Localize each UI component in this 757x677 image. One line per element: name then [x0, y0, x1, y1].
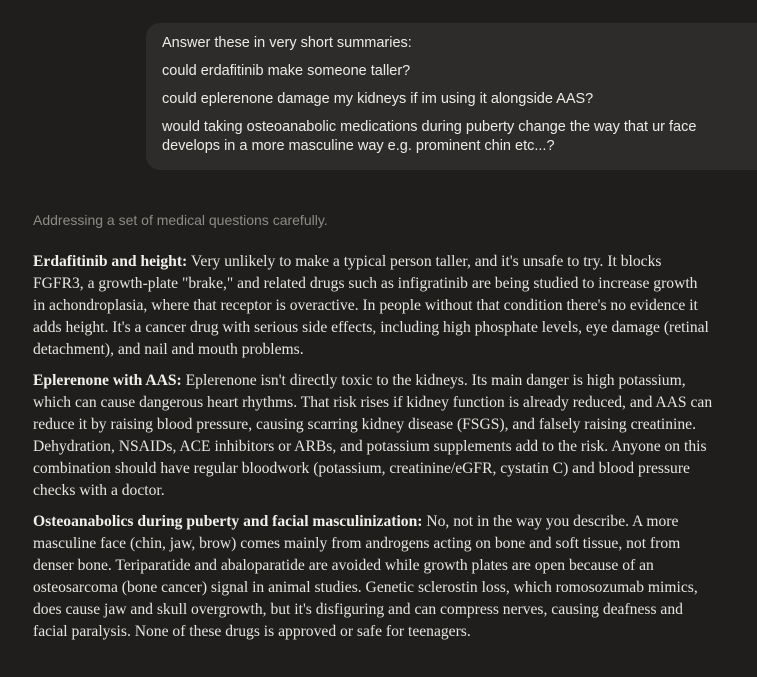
response-paragraph-eplerenone	[33, 370, 713, 502]
paragraph-heading: Erdafitinib and height:	[33, 253, 188, 270]
user-message-line: would taking osteoanabolic medications during puberty change the way that ur face develops in a more masculine way e.g. prominent chin etc...?	[162, 119, 697, 154]
user-message-line: Answer these in very short summaries:	[162, 35, 412, 51]
paragraph-text: Eplerenone isn't directly toxic to the kidneys. Its main danger is high potassium, which can cause dangerous heart rhythms. That risk rises if kidney function is already reduced, and AAS can reduce it by raising blood pressure, causing scarring kidney disease (FSGS), and falsely raising creatinine. Dehydration, NSAIDs, ACE inhibitors or ARBs, and potassium supplements add to the risk. Anyone on this combination should have regular bloodwork (potassium, creatinine/eGFR, cystatin C) and blood pressure checks with a doctor.	[33, 372, 713, 499]
user-message-line: could erdafitinib make someone taller?	[162, 63, 411, 79]
response-paragraph-erdafitinib	[33, 251, 713, 361]
paragraph-text: No, not in the way you describe. A more masculine face (chin, jaw, brow) comes mainly from androgens acting on bone and soft tissue, not from denser bone. Teriparatide and abaloparatide are avoided while growth plates are open because of an osteosarcoma (bone cancer) signal in animal studies. Genetic sclerostin loss, which romosozumab mimics, does cause jaw and skull overgrowth, but it's disfiguring and can compress nerves, causing deafness and facial paralysis. None of these drugs is approved or safe for teenagers.	[33, 513, 698, 640]
assistant-response	[33, 251, 713, 652]
thinking-summary-toggle[interactable]: Addressing a set of medical questions carefully.	[33, 212, 328, 228]
paragraph-heading: Osteoanabolics during puberty and facial masculinization:	[33, 513, 423, 530]
paragraph-text: Very unlikely to make a typical person taller, and it's unsafe to try. It blocks FGFR3, a growth-plate "brake," and related drugs such as infigratinib are being studied to increase growth in achondroplasia, where that receptor is overactive. In people without that condition there's no evidence it adds height. It's a cancer drug with serious side effects, including high phosphate levels, eye damage (retinal detachment), and nail and mouth problems.	[33, 253, 709, 358]
paragraph-heading: Eplerenone with AAS:	[33, 372, 182, 389]
user-message-line: could eplerenone damage my kidneys if im using it alongside AAS?	[162, 91, 594, 107]
response-paragraph-osteoanabolics	[33, 511, 713, 643]
user-message-bubble	[146, 23, 757, 170]
